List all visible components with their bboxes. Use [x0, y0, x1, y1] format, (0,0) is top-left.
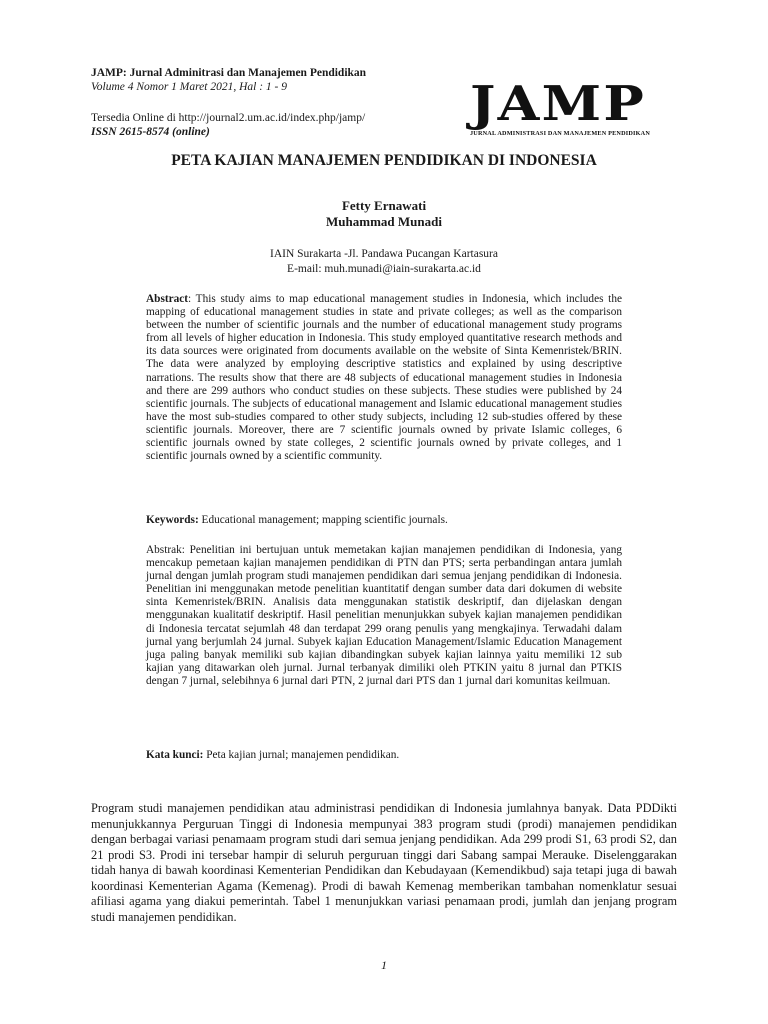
kata-kunci-text: Peta kajian jurnal; manajemen pendidikan.	[203, 749, 400, 761]
body-paragraph: Program studi manajemen pendidikan atau administrasi pendidikan di Indonesia jumlahnya banyak. Data PDDikti menunjukkannya Perguruan Tinggi di Indonesia mempunyai 383 program studi (prodi) manajemen pendidikan dengan berbagai variasi penamaam program studi dari semua jenjang pendidikan. Ada 299 prodi S1, 63 prodi S2, dan 21 prodi S3. Prodi ini tersebar hampir di seluruh perguruan tinggi dari Sabang sampai Merauke. Diselenggarakan tidah hanya di bawah koordinasi Kementerian Pendidikan dan Kebudayaan (Kemendikbud) saja tetapi juga di bawah koordinasi Kementerian Agama (Kemenag). Prodi di bawah Kemenag memberikan tambahan nomenklatur sesuai afiliasi agama yang diakui pemerintah. Tabel 1 menunjukkan variasi penamaan prodi, jumlah dan jenjang program studi manajemen pendidikan.	[91, 801, 677, 924]
abstract-english	[146, 293, 622, 463]
keywords-indonesian	[146, 749, 622, 762]
issn: ISSN 2615-8574 (online)	[91, 126, 210, 138]
abstract-indonesian: Abstrak: Penelitian ini bertujuan untuk memetakan kajian manajemen pendidikan di Indonesia, yang mencakup pemetaan kajian manajemen pendidikan di PTN dan PTS; serta perbandingan antara jumlah jurnal dengan jumlah program studi manajemen pendidikan dari semua jenjang pendidikan di Indonesia. Penelitian ini menggunakan metode penelitian kuantitatif dengan sumber data dari dokumen di website sinta Kemenristek/BRIN. Analisis data menggunakan statistik deskriptif, dan dijelaskan dengan menggunakan kualitatif deskriptif. Hasil penelitian menunjukkan subyek kajian manajemen pendidikan di Indonesia tercatat sejumlah 48 dan terdapat 299 orang penulis yang mengkajinya. Terwadahi dalam jurnal yang berjumlah 24 jurnal. Subyek kajian Education Management/Islamic Education Management juga paling banyak memiliki sub kajian dibandingkan subyek kajian lainnya yaitu memiliki 12 sub kajian yang ditawarkan oleh jurnal. Jurnal terbanyak dimiliki oleh PTKIN yaitu 8 jurnal dan PTKIS dengan 7 jurnal, selebihnya 6 jurnal dari PTN, 2 jurnal dari PTS dan 1 jurnal dari komunitas keilmuan.	[146, 544, 622, 687]
kata-kunci-label: Kata kunci:	[146, 749, 204, 761]
keywords-label: Keywords:	[146, 514, 199, 526]
online-availability: Tersedia Online di http://journal2.um.ac.id/index.php/jamp/	[91, 112, 366, 124]
paper-title: PETA KAJIAN MANAJEMEN PENDIDIKAN DI INDONESIA	[171, 152, 597, 169]
abstract-text: : This study aims to map educational management studies in Indonesia, which includes the mapping of educational management studies in state and private colleges; as well as the comparison between the number of scientific journals and the number of educational management study programs from all levels of higher education in Indonesia. This study employed quantitative research methods and its data sources were originated from documents available on the website of Sinta Kemenristek/BRIN. The data were analyzed by employing descriptive statistics and explained by using descriptive narrations. The results show that there are 48 subjects of educational management studies in Indonesia and there are 299 authors who conduct studies on these subjects. These studies were published by 24 scientific journals. The subjects of educational management and Islamic educational management studies have the most sub-studies compared to other study subjects, including 12 sub-studies offered by these scientific journals. Moreover, there are 7 scientific journals owned by private Islamic colleges, 6 scientific journals owned by state colleges, 2 scientific journals owned by private colleges, and 1 scientific journals owned by a scientific community.	[146, 293, 622, 463]
author-email: E-mail: muh.munadi@iain-surakarta.ac.id	[287, 263, 481, 275]
logo-wordmark: JAMP	[470, 76, 647, 132]
jamp-logo	[470, 76, 670, 142]
keywords-text: Educational management; mapping scientific journals.	[198, 514, 448, 526]
author-name: Muhammad Munadi	[326, 214, 442, 229]
abstract-label: Abstract	[146, 293, 189, 305]
author-name: Fetty Ernawati	[341, 198, 427, 213]
logo-subtitle: JURNAL ADMINISTRASI DAN MANAJEMEN PENDIDIKAN	[470, 130, 650, 137]
keywords-english	[146, 514, 622, 527]
journal-title: JAMP: Jurnal Adminitrasi dan Manajemen Pendidikan	[91, 67, 367, 79]
journal-issue: Volume 4 Nomor 1 Maret 2021, Hal : 1 - 9	[91, 81, 288, 93]
page-number: 1	[381, 958, 387, 972]
institution: IAIN Surakarta -Jl. Pandawa Pucangan Kartasura	[269, 248, 498, 260]
author-list	[91, 198, 677, 230]
journal-header	[91, 66, 451, 139]
affiliation	[91, 247, 677, 277]
